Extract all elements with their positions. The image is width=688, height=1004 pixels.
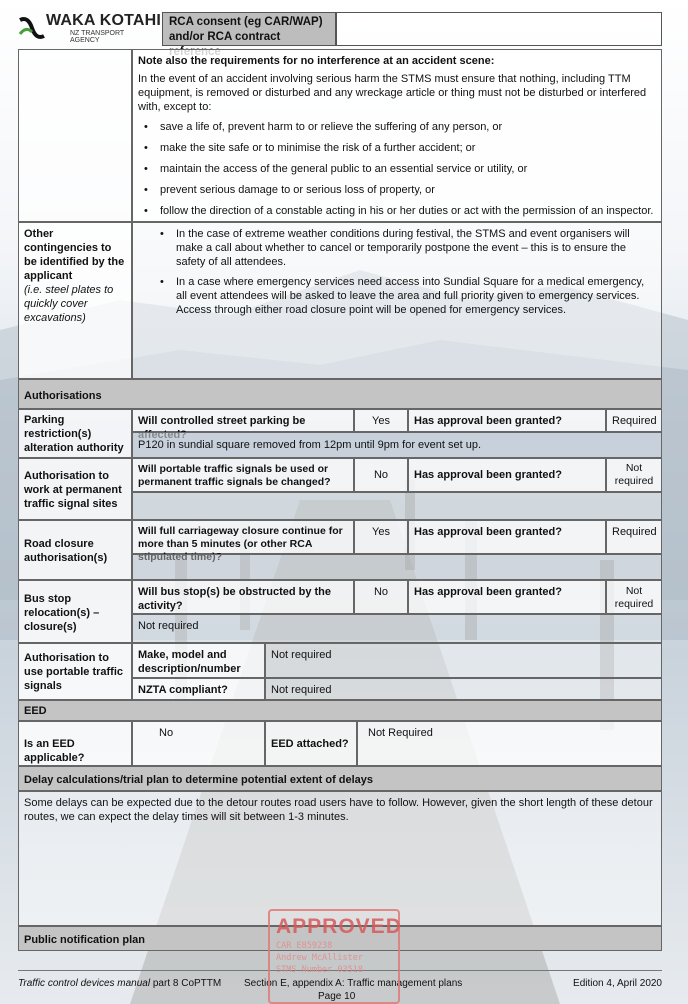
parking-note[interactable]: P120 in sundial square removed from 12pm until 9pm for event set up. — [132, 432, 662, 458]
road-closure-answer[interactable]: Yes — [354, 520, 408, 554]
road-closure-label: Road closure authorisation(s) — [18, 520, 132, 580]
bus-stop-label: Bus stop relocation(s) – closure(s) — [18, 580, 132, 643]
eed-heading: EED — [18, 700, 662, 721]
footer-manual-title — [18, 978, 221, 989]
rca-consent-value[interactable] — [336, 12, 662, 46]
authorisations-heading: Authorisations — [18, 379, 662, 409]
eed-applicable-value[interactable]: No — [132, 721, 265, 766]
accident-bullet-list — [138, 120, 656, 218]
make-model-value[interactable]: Not required — [265, 643, 662, 678]
accident-bullet: • maintain the access of the general public to an essential service or utility, or — [138, 162, 656, 176]
portable-signals-label: Authorisation to use portable traffic signals — [18, 643, 132, 700]
road-closure-approval-answer[interactable]: Required — [606, 520, 662, 554]
contingency-bullet: • In a case where emergency services need access into Sundial Square for a medical emergency, all event attendees will be asked to leave the area and full priority given to emergency services. Access through either road closure point will be opened for emergency services. — [154, 275, 656, 317]
bus-stop-approval-question: Has approval been granted? — [408, 580, 606, 614]
stamp-title: APPROVED — [276, 915, 402, 938]
contingencies-label-cell — [18, 222, 132, 379]
bus-stop-approval-answer[interactable]: Not required — [606, 580, 662, 614]
contingencies-label: Other contingencies to be identified by the applicant — [24, 228, 125, 282]
nzta-compliant-value[interactable]: Not required — [265, 678, 662, 700]
bus-stop-answer[interactable]: No — [354, 580, 408, 614]
delay-heading: Delay calculations/trial plan to determine potential extent of delays — [18, 766, 662, 791]
eed-attached-value[interactable]: Not Required — [357, 721, 662, 766]
footer-page-number: Page 10 — [318, 991, 356, 1002]
nzta-compliant-label: NZTA compliant? — [132, 678, 265, 700]
bus-stop-question: Will bus stop(s) be obstructed by the activity? — [132, 580, 354, 614]
signals-answer[interactable]: No — [354, 458, 408, 492]
approved-stamp — [268, 909, 400, 1004]
signals-question: Will portable traffic signals be used or permanent traffic signals be changed? — [132, 458, 354, 492]
parking-answer[interactable]: Yes — [354, 409, 408, 432]
rca-consent-label — [162, 12, 336, 46]
parking-approval-answer[interactable]: Required — [606, 409, 662, 432]
logo-subtitle-line-1: NZ TRANSPORT — [70, 30, 125, 37]
logo-mark-icon — [18, 14, 46, 44]
footer-section: Section E, appendix A: Traffic management plans — [244, 978, 463, 989]
delay-body[interactable]: Some delays can be expected due to the detour routes road users have to follow. However, given the short length of these detour routes, we can expect the delay times will sit between 1-3 minutes. — [18, 791, 662, 926]
footer-edition: Edition 4, April 2020 — [573, 978, 662, 989]
logo-subtitle — [70, 30, 124, 44]
logo-subtitle-line-2: AGENCY — [70, 37, 100, 44]
accident-heading: Note also the requirements for no interference at an accident scene: — [138, 55, 495, 67]
road-closure-approval-question: Has approval been granted? — [408, 520, 606, 554]
parking-approval-question: Has approval been granted? — [408, 409, 606, 432]
footer-manual-title-italic: Traffic control devices manual — [18, 978, 151, 989]
contingencies-value-cell — [132, 222, 662, 379]
bus-stop-note[interactable]: Not required — [132, 614, 662, 643]
contingency-bullet: • In the case of extreme weather conditions during festival, the STMS and event organisers will make a call about whether to cancel or temporarily postpone the event – this is to ensure the safety of all attendees. — [154, 227, 656, 269]
signals-approval-question: Has approval been granted? — [408, 458, 606, 492]
stamp-name: Andrew McAllister — [276, 953, 363, 963]
accident-body: In the event of an accident involving serious harm the STMS must ensure that nothing, including TTM equipment, is removed or disturbed and any wreckage article or thing must not be disturbed or interfered with, except to: — [138, 73, 647, 113]
accident-requirements-cell — [132, 49, 662, 222]
signals-label: Authorisation to work at permanent traffic signal sites — [18, 458, 132, 520]
accident-bullet: • save a life of, prevent harm to or relieve the suffering of any person, or — [138, 120, 656, 134]
rca-label-line-1: RCA consent (eg CAR/WAP) — [169, 16, 323, 28]
accident-left-blank — [18, 49, 132, 222]
waka-kotahi-logo — [18, 12, 162, 46]
signals-note[interactable] — [132, 492, 662, 520]
rca-label-line-2: and/or RCA contract — [169, 31, 281, 43]
contingencies-example: (i.e. steel plates to quickly cover excavations) — [24, 284, 114, 324]
public-notification-heading: Public notification plan — [18, 926, 662, 951]
road-closure-question: Will full carriageway closure continue for more than 5 minutes (or other RCA stipulated time)? — [132, 520, 354, 554]
road-closure-note[interactable] — [132, 554, 662, 580]
accident-bullet: • prevent serious damage to or serious loss of property, or — [138, 183, 656, 197]
parking-question: Will controlled street parking be — [132, 409, 354, 432]
footer-manual-part: part 8 CoPTTM — [150, 978, 222, 989]
accident-bullet: • make the site safe or to minimise the risk of a further accident; or — [138, 141, 656, 155]
accident-bullet: • follow the direction of a constable acting in his or her duties or act with the permission of an inspector. — [138, 204, 656, 218]
stamp-car-number: CAR E859238 — [276, 941, 333, 951]
eed-attached-label: EED attached? — [265, 721, 357, 766]
signals-approval-answer[interactable]: Not required — [606, 458, 662, 492]
logo-title: WAKA KOTAHI — [46, 12, 162, 29]
eed-applicable-label: Is an EED applicable? — [18, 721, 132, 766]
stamp-stms-number: STMS Number 03518 — [276, 965, 363, 975]
contingencies-bullet-list — [138, 227, 656, 317]
parking-label: Parking restriction(s) alteration authority — [18, 409, 132, 458]
make-model-label: Make, model and description/number — [132, 643, 265, 678]
